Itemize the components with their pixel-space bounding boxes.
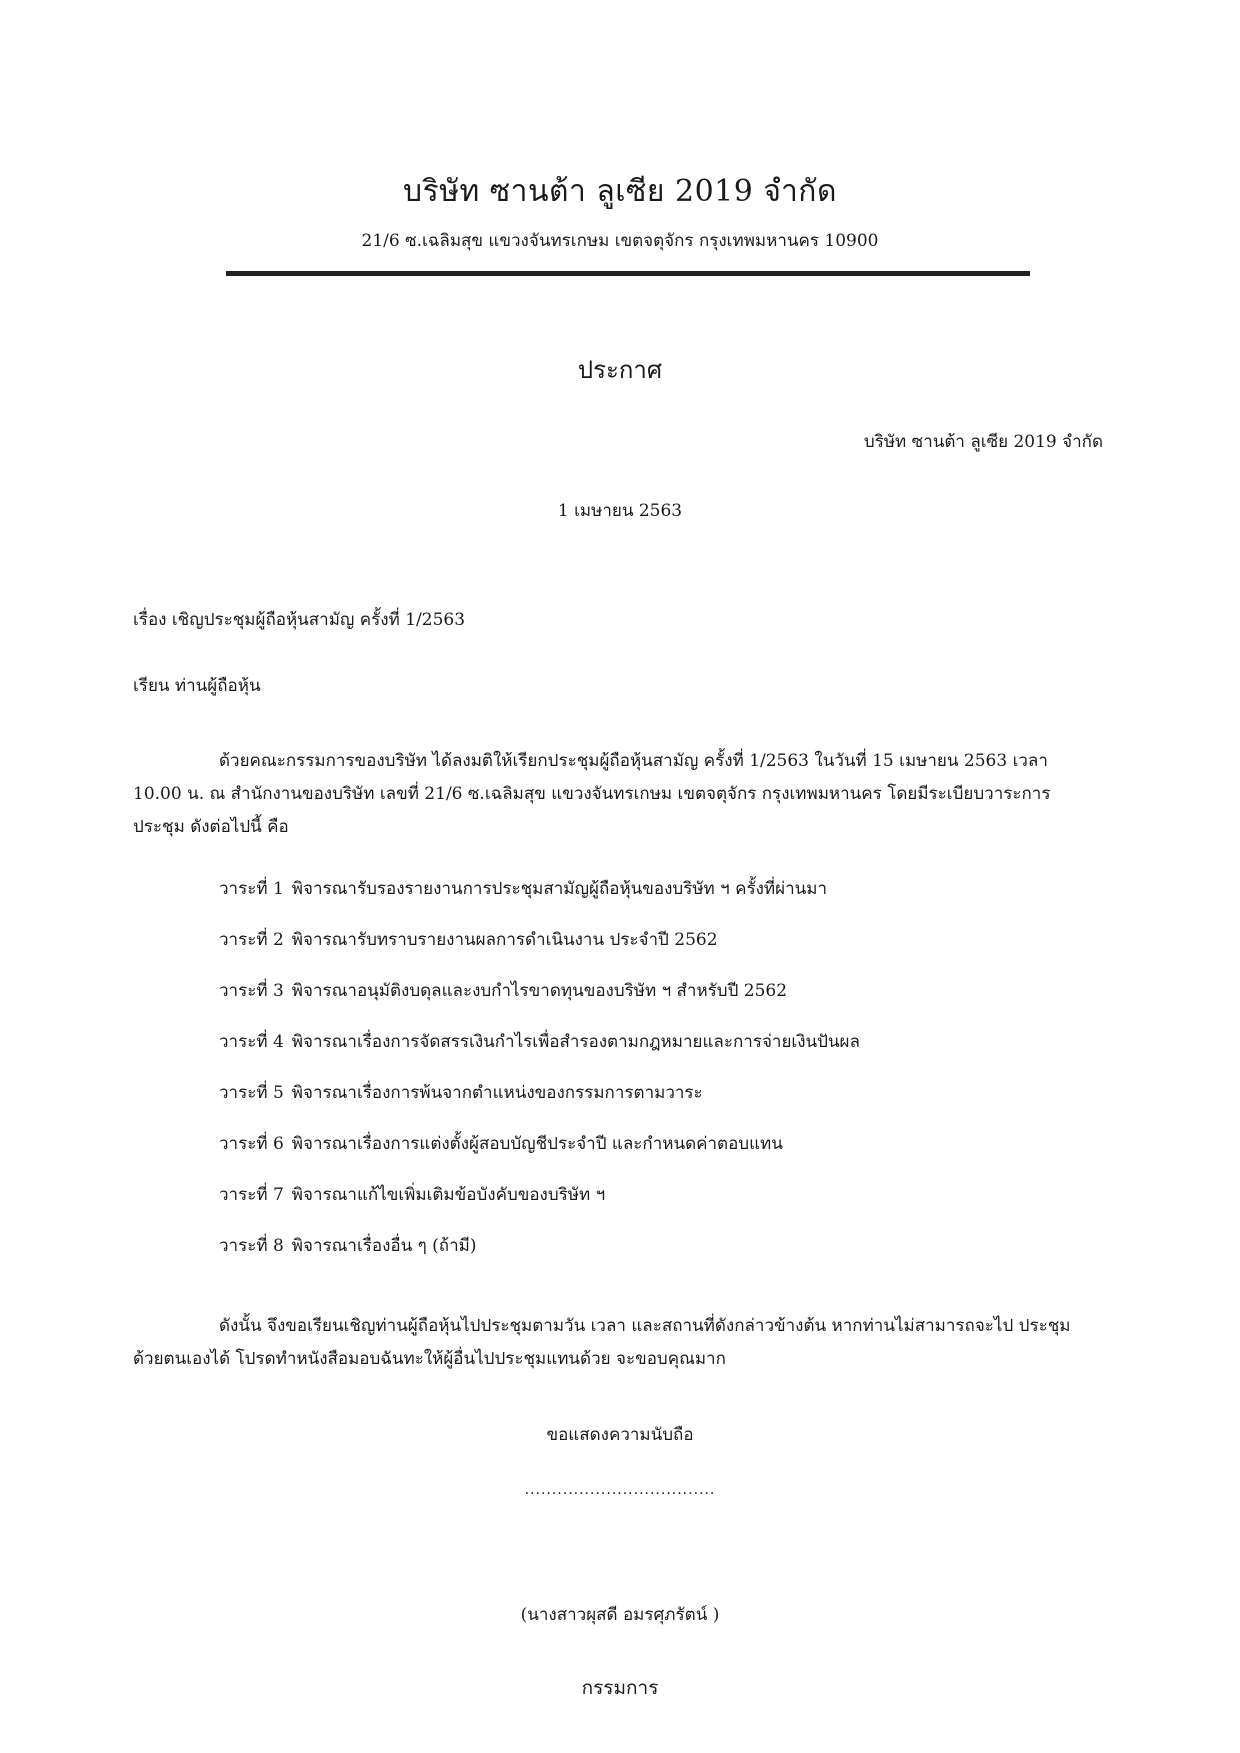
agenda-item-text: พิจารณาเรื่องการแต่งตั้งผู้สอบบัญชีประจำปี และกำหนดค่าตอบแทน: [291, 1134, 783, 1154]
agenda-item-text: พิจารณาเรื่องการพ้นจากตำแหน่งของกรรมการตามวาระ: [291, 1083, 703, 1103]
agenda-item: [219, 1078, 860, 1129]
signature-line: ...................................: [524, 1482, 716, 1498]
agenda-item: [219, 976, 860, 1027]
header-divider: [226, 271, 1030, 276]
agenda-item: [219, 1027, 860, 1078]
company-name: บริษัท ซานต้า ลูเซีย 2019 จำกัด: [403, 174, 837, 209]
agenda-item-label: วาระที่ 8: [219, 1236, 284, 1256]
agenda-item-label: วาระที่ 5: [219, 1083, 284, 1103]
agenda-item: [219, 925, 860, 976]
agenda-item: [219, 1129, 860, 1180]
subject-line: เรื่อง เชิญประชุมผู้ถือหุ้นสามัญ ครั้งที่ 1/2563: [133, 610, 466, 630]
agenda-item-label: วาระที่ 6: [219, 1134, 284, 1154]
regards-line: ขอแสดงความนับถือ: [546, 1425, 694, 1445]
agenda-item: [219, 874, 860, 925]
agenda-item: [219, 1231, 860, 1282]
agenda-item-text: พิจารณาอนุมัติงบดุลและงบกำไรขาดทุนของบริษัท ฯ สำหรับปี 2562: [291, 981, 788, 1001]
agenda-item-label: วาระที่ 1: [219, 879, 284, 899]
closing-paragraph: ดังนั้น จึงขอเรียนเชิญท่านผู้ถือหุ้นไปประชุมตามวัน เวลา และสถานที่ดังกล่าวข้างต้น หากท่านไม่สามารถจะไป ประชุมด้วยตนเองได้ โปรดทำหนังสือมอบฉันทะให้ผู้อื่นไปประชุมแทนด้วย จะขอบคุณมาก: [133, 1316, 1071, 1369]
agenda-item-label: วาระที่ 2: [219, 930, 284, 950]
agenda-item-label: วาระที่ 3: [219, 981, 284, 1001]
document-date: 1 เมษายน 2563: [557, 501, 683, 521]
agenda-item-text: พิจารณาแก้ไขเพิ่มเติมข้อบังคับของบริษัท ฯ: [291, 1185, 606, 1205]
issuer-name: บริษัท ซานต้า ลูเซีย 2019 จำกัด: [863, 432, 1103, 452]
intro-paragraph: ด้วยคณะกรรมการของบริษัท ได้ลงมติให้เรียกประชุมผู้ถือหุ้นสามัญ ครั้งที่ 1/2563 ในวันที่ 15 เมษายน 2563 เวลา 10.00 น. ณ สำนักงานของบริษัท เลขที่ 21/6 ซ.เฉลิมสุข แขวงจันทรเกษม เขตจตุจักร กรุงเทพมหานคร โดยมีระเบียบวาระการประชุม ดังต่อไปนี้ คือ: [133, 751, 1051, 837]
agenda-item-text: พิจารณารับทราบรายงานผลการดำเนินงาน ประจำปี 2562: [291, 930, 718, 950]
document-title: ประกาศ: [577, 356, 663, 384]
agenda-item-label: วาระที่ 7: [219, 1185, 284, 1205]
signer-title: กรรมการ: [581, 1677, 659, 1699]
company-address: 21/6 ซ.เฉลิมสุข แขวงจันทรเกษม เขตจตุจักร กรุงเทพมหานคร 10900: [361, 231, 879, 251]
recipient-line: เรียน ท่านผู้ถือหุ้น: [133, 676, 261, 696]
agenda-item-text: พิจารณาเรื่องอื่น ๆ (ถ้ามี): [291, 1236, 477, 1256]
agenda-item-text: พิจารณาเรื่องการจัดสรรเงินกำไรเพื่อสำรองตามกฎหมายและการจ่ายเงินปันผล: [291, 1032, 860, 1052]
agenda-item-label: วาระที่ 4: [219, 1032, 284, 1052]
signer-name: (นางสาวผุสดี อมรศุภรัตน์ ): [520, 1605, 720, 1625]
agenda-item-text: พิจารณารับรองรายงานการประชุมสามัญผู้ถือหุ้นของบริษัท ฯ ครั้งที่ผ่านมา: [291, 879, 827, 899]
agenda-item: [219, 1180, 860, 1231]
agenda-list: [219, 874, 860, 1282]
